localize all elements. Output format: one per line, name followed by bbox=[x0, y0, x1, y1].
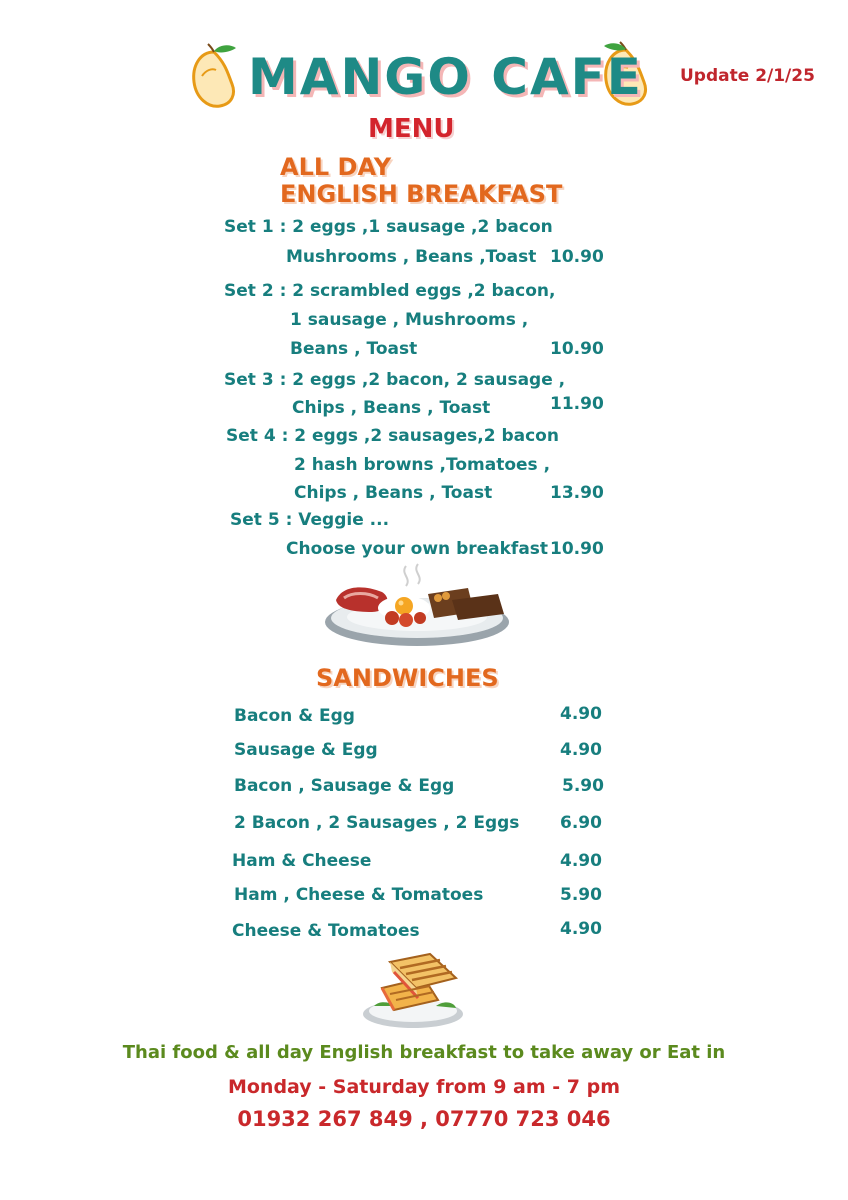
set1-price: 10.90 bbox=[550, 247, 604, 267]
breakfast-heading-line1: ALL DAY bbox=[280, 153, 392, 181]
sandwich-5-price: 4.90 bbox=[560, 851, 602, 871]
set5-price: 10.90 bbox=[550, 539, 604, 559]
sandwich-4-name: 2 Bacon , 2 Sausages , 2 Eggs bbox=[234, 813, 520, 833]
breakfast-plate-icon bbox=[322, 560, 512, 650]
sandwich-2-name: Sausage & Egg bbox=[234, 740, 378, 760]
sandwich-plate-icon bbox=[360, 948, 466, 1032]
menu-heading: MENU bbox=[368, 114, 455, 144]
sandwiches-heading: SANDWICHES bbox=[316, 664, 499, 692]
set5-line2: Choose your own breakfast bbox=[286, 539, 549, 559]
set2-price: 10.90 bbox=[550, 339, 604, 359]
sandwich-7-price: 4.90 bbox=[560, 919, 602, 939]
set3-line2: Chips , Beans , Toast bbox=[292, 398, 491, 418]
set5-line1: Set 5 : Veggie ... bbox=[230, 510, 390, 530]
sandwich-5-name: Ham & Cheese bbox=[232, 851, 372, 871]
update-date: Update 2/1/25 bbox=[680, 66, 815, 86]
breakfast-heading-line2: ENGLISH BREAKFAST bbox=[280, 180, 563, 208]
set4-line3: Chips , Beans , Toast bbox=[294, 483, 493, 503]
sandwich-3-name: Bacon , Sausage & Egg bbox=[234, 776, 455, 796]
sandwich-1-name: Bacon & Egg bbox=[234, 706, 355, 726]
sandwich-7-name: Cheese & Tomatoes bbox=[232, 921, 420, 941]
footer-hours: Monday - Saturday from 9 am - 7 pm bbox=[227, 1076, 621, 1098]
set3-line1: Set 3 : 2 eggs ,2 bacon, 2 sausage , bbox=[224, 370, 566, 390]
set2-line1: Set 2 : 2 scrambled eggs ,2 bacon, bbox=[224, 281, 556, 301]
set4-price: 13.90 bbox=[550, 483, 604, 503]
footer-takeaway: Thai food & all day English breakfast to take away or Eat in bbox=[122, 1042, 726, 1063]
mango-left-icon bbox=[186, 42, 242, 114]
set3-price: 11.90 bbox=[550, 394, 604, 414]
sandwich-1-price: 4.90 bbox=[560, 704, 602, 724]
set4-line2: 2 hash browns ,Tomatoes , bbox=[294, 455, 551, 475]
sandwich-6-name: Ham , Cheese & Tomatoes bbox=[234, 885, 484, 905]
sandwich-4-price: 6.90 bbox=[560, 813, 602, 833]
footer-phone: 01932 267 849 , 07770 723 046 bbox=[237, 1107, 611, 1131]
cafe-title: MANGO CAFE bbox=[248, 48, 643, 106]
sandwich-6-price: 5.90 bbox=[560, 885, 602, 905]
set1-line1: Set 1 : 2 eggs ,1 sausage ,2 bacon bbox=[224, 217, 553, 237]
set4-line1: Set 4 : 2 eggs ,2 sausages,2 bacon bbox=[226, 426, 559, 446]
sandwich-3-price: 5.90 bbox=[562, 776, 604, 796]
set1-line2: Mushrooms , Beans ,Toast bbox=[286, 247, 537, 267]
set2-line3: Beans , Toast bbox=[290, 339, 418, 359]
set2-line2: 1 sausage , Mushrooms , bbox=[290, 310, 529, 330]
sandwich-2-price: 4.90 bbox=[560, 740, 602, 760]
